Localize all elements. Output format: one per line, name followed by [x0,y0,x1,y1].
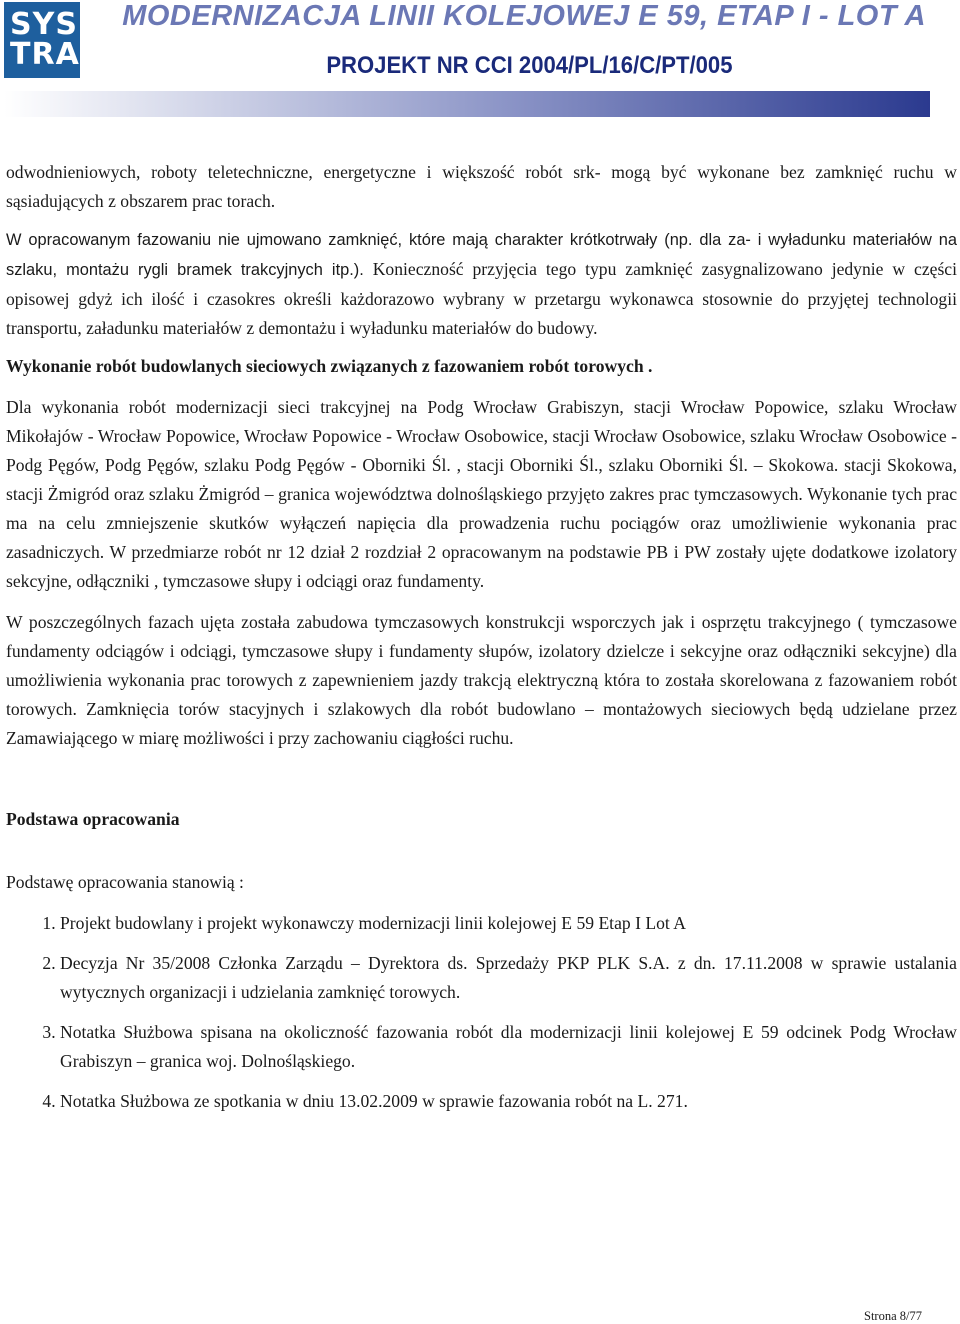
project-number: PROJEKT NR CCI 2004/PL/16/C/PT/005 [325,52,732,79]
page-number: Strona 8/77 [864,1309,922,1323]
basis-list [6,909,957,1116]
logo-line-1: SYS [10,7,78,42]
page-header [0,0,960,120]
systra-logo [4,2,80,78]
list-item: 2. Decyzja Nr 35/2008 Członka Zarządu – Dyrektora ds. Sprzedaży PKP PLK S.A. z dn. 17.11.2008 w sprawie ustalania wytycznych organizacji i udzielania zamknięć torowych. [60,949,957,1007]
section-heading-sieciowe: Wykonanie robót budowlanych sieciowych związanych z fazowaniem robót torowych . [6,356,653,376]
paragraph-4: W poszczególnych fazach ujęta została zabudowa tymczasowych konstrukcji wsporczych jak i osprzętu trakcyjnego ( tymczasowe fundamenty odciągów i odciągi, tymczasowe słupy i fundamenty słupów, izolatory dzielcze i sekcyjne oraz odłączniki sekcyjne) dla umożliwienia wykonania prac torowych z zapewnieniem jazdy trakcją elektryczną która to została skorelowana z fazowaniem robót torowych. Zamknięcia torów stacyjnych i szlakowych dla robót budowlano – montażowych sieciowych będą udzielane przez Zamawiającego w miarę możliwości i przy zachowaniu ciągłości ruchu. [6,612,957,748]
section-heading-podstawa: Podstawa opracowania [6,809,180,829]
document-body [6,158,957,1127]
logo-line-2: TRA [10,37,80,72]
paragraph-2 [6,225,957,343]
document-title: MODERNIZACJA LINII KOLEJOWEJ E 59, ETAP I - LOT A [122,0,926,32]
list-item: 3. Notatka Służbowa spisana na okoliczność fazowania robót dla modernizacji linii kolejowej E 59 odcinek Podg Wrocław Grabiszyn – granica woj. Dolnośląskiego. [60,1018,957,1076]
paragraph-2-rest: Konieczność przyjęcia tego typu zamknięć zasygnalizowano jedynie w części opisowej gdyż ich ilość i czasokres określi każdorazowo wybrany w przetargu wykonawca stosownie do przyjętej technologii transportu, załadunku materiałów z demontażu i wyładunku materiałów do budowy. [6,259,957,338]
paragraph-3: Dla wykonania robót modernizacji sieci trakcyjnej na Podg Wrocław Grabiszyn, stacji Wrocław Popowice, szlaku Wrocław Mikołajów - Wrocław Popowice, Wrocław Popowice - Wrocław Osobowice, stacji Wrocław Osobowice, szlaku Wrocław Osobowice - Podg Pęgów, Podg Pęgów, szlaku Podg Pęgów - Oborniki Śl. , stacji Oborniki Śl., szlaku Oborniki Śl. – Skokowa. stacji Skokowa, stacji Żmigród oraz szlaku Żmigród – granica województwa dolnośląskiego przyjęto zakres prac tymczasowych. Wykonanie tych prac ma na celu zmniejszenie skutków wyłączeń napięcia dla prowadzenia ruchu pociągów oraz umożliwienie wykonania prac zasadniczych. W przedmiarze robót nr 12 dział 2 rozdział 2 opracowanym na podstawie PB i PW zostały ujęte dodatkowe izolatory sekcyjne, odłączniki , tymczasowe słupy i odciągi oraz fundamenty. [6,397,957,591]
paragraph-2-sans-part: W opracowanym fazowaniu nie ujmowano zamknięć, które mają charakter krótkotrwały (np. dla za- i wyładunku materiałów na szlaku, montażu rygli bramek trakcyjnych itp.). [6,231,957,279]
paragraph-1: odwodnieniowych, roboty teletechniczne, energetyczne i większość robót srk- mogą być wykonane bez zamknięć ruchu w sąsiadujących z obszarem prac torach. [6,162,957,211]
list-item: 1. Projekt budowlany i projekt wykonawczy modernizacji linii kolejowej E 59 Etap I Lot A [60,909,957,938]
list-intro: Podstawę opracowania stanowią : [6,872,244,892]
list-item: 4. Notatka Służbowa ze spotkania w dniu 13.02.2009 w sprawie fazowania robót na L. 271. [60,1087,957,1116]
header-gradient-band [4,91,930,117]
